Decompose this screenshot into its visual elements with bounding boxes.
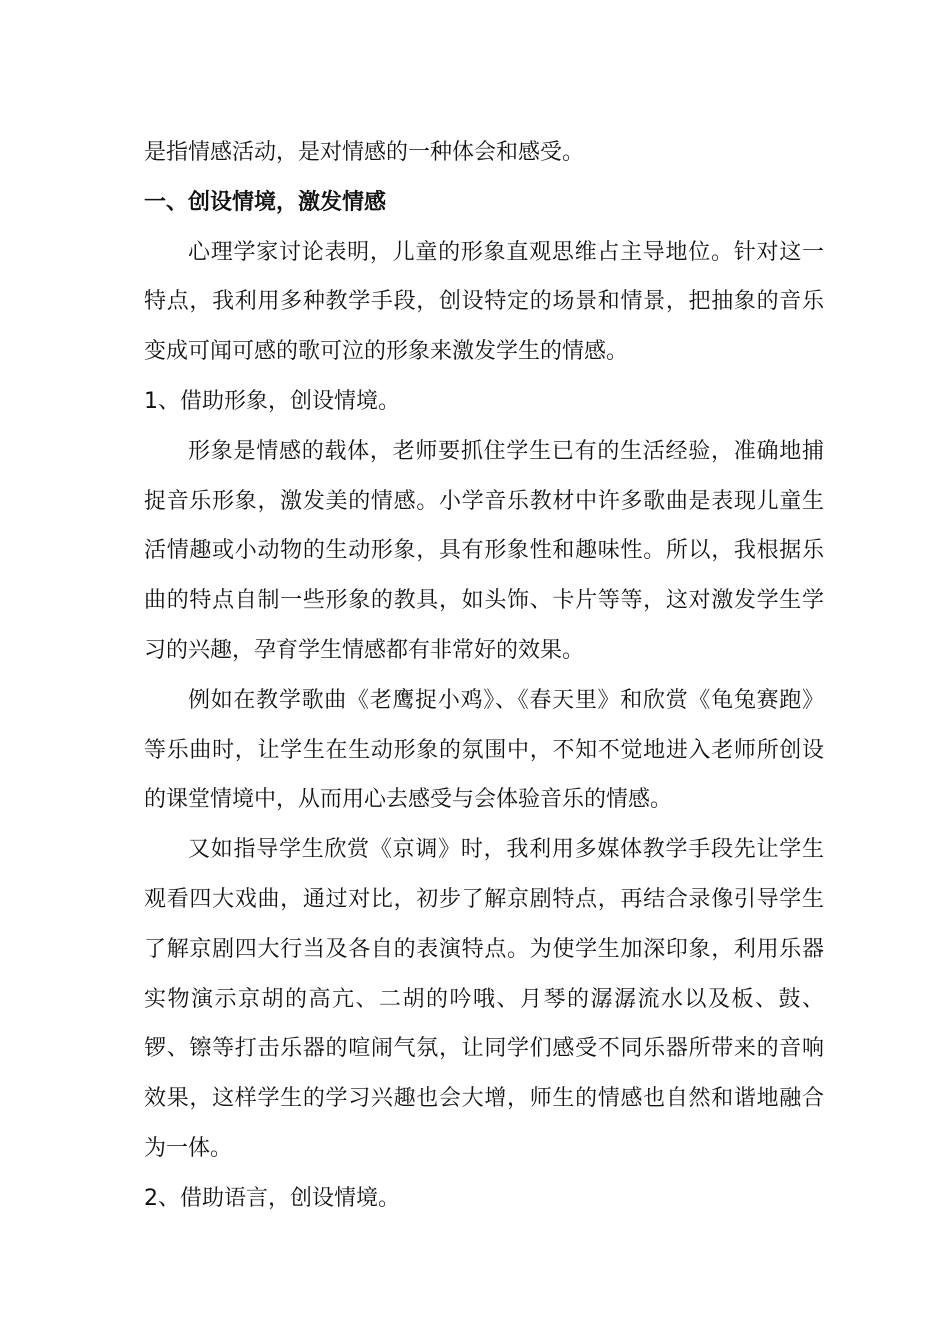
paragraph-intro: 心理学家讨论表明，儿童的形象直观思维占主导地位。针对这一特点，我利用多种教学手段，创设特定的场景和情景，把抽象的音乐变成可闻可感的歌可泣的形象来激发学生的情感。 [144,239,824,365]
subheading-1: 1、借助形象，创设情境。 [144,388,400,414]
continued-paragraph: 是指情感活动，是对情感的一种体会和感受。 [144,140,585,165]
subheading-2: 2、借助语言，创设情境。 [144,1185,400,1211]
paragraph-imagery: 形象是情感的载体，老师要抓住学生已有的生活经验，准确地捕捉音乐形象，激发美的情感。小学音乐教材中许多歌曲是表现儿童生活情趣或小动物的生动形象，具有形象性和趣味性。所以，我根据乐曲的特点自制一些形象的教具，如头饰、卡片等等，这对激发学生学习的兴趣，孕育学生情感都有非常好的效果。 [144,438,824,663]
paragraph-example-songs: 例如在教学歌曲《老鹰捉小鸡》、《春天里》和欣赏《龟兔赛跑》等乐曲时，让学生在生动形象的氛围中，不知不觉地进入老师所创设的课堂情境中，从而用心去感受与会体验音乐的情感。 [144,687,824,813]
paragraph-example-jingdiao: 又如指导学生欣赏《京调》时，我利用多媒体教学手段先让学生观看四大戏曲，通过对比，初步了解京剧特点，再结合录像引导学生了解京剧四大行当及各自的表演特点。为使学生加深印象，利用乐器实物演示京胡的高亢、二胡的吟哦、月琴的潺潺流水以及板、鼓、锣、镲等打击乐器的喧闹气氛，让同学们感受不同乐器所带来的音响效果，这样学生的学习兴趣也会大增，师生的情感也自然和谐地融合为一体。 [144,837,824,1161]
document-body [144,128,824,1224]
section-heading: 一、创设情境，激发情感 [144,189,387,215]
